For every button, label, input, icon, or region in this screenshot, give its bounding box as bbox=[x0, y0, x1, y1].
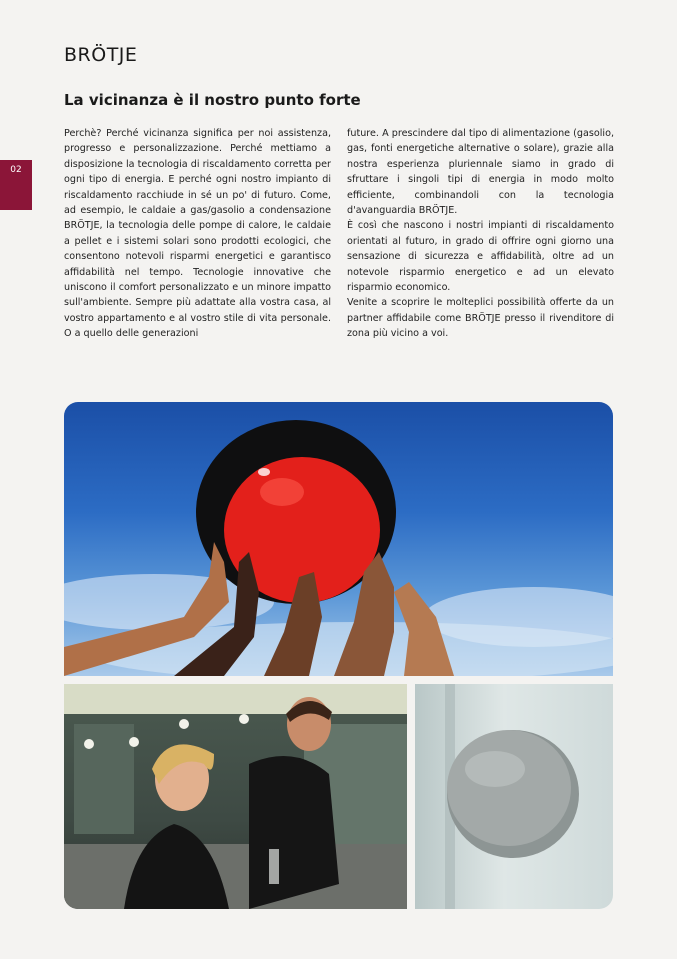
control-knob-photo bbox=[415, 684, 613, 909]
paragraph-right-3: Venite a scoprire le molteplici possibilità offerte da un partner affidabile come BRÖTJE presso il rivenditore di zona più vicino a voi. bbox=[347, 297, 614, 340]
brand-title: BRÖTJE bbox=[64, 44, 138, 66]
text-column-left bbox=[64, 126, 331, 342]
paragraph-right-1: future. A prescindere dal tipo di alimentazione (gasolio, gas, fonti energetiche alternative o solare), grazie alla nostra esperienza pluriennale siamo in grado di sfruttare i singoli tipi di energia in modo molto efficiente, combinandoli con la tecnologia d'avanguardia BRÖTJE. bbox=[347, 128, 614, 217]
paragraph-right-2: È così che nascono i nostri impianti di riscaldamento orientati al futuro, in grado di offrire ogni giorno una sensazione di sicurezza e affidabilità, oltre ad un notevole risparmio energetico e ad un elevato risparmio economico. bbox=[347, 220, 614, 294]
paragraph-left: Perchè? Perché vicinanza significa per noi assistenza, progresso e personalizzazione. Perché mettiamo a disposizione la tecnologia di riscaldamento corretta per ogni tipo di energia. E perché ogni nostro impianto di riscaldamento racchiude in sé un po' di futuro. Come, ad esempio, le caldaie a gas/gasolio a condensazione BRÖTJE, la tecnologia delle pompe di calore, le caldaie a pellet e i sistemi solari sono prodotti ecologici, che consentono notevoli risparmi energetici e garantisco affidabilità nel tempo. Tecnologie innovative che uniscono il comfort personalizzato e un minore impatto sull'ambiente. Sempre più adattate alla vostra casa, al vostro appartamento e al vostro stile di vita personale. O a quello delle generazioni bbox=[64, 128, 331, 340]
page-heading: La vicinanza è il nostro punto forte bbox=[64, 91, 361, 109]
text-column-right bbox=[347, 126, 614, 342]
hands-ball-photo bbox=[64, 402, 613, 676]
page-number: 02 bbox=[10, 165, 22, 175]
people-photo bbox=[64, 684, 407, 909]
